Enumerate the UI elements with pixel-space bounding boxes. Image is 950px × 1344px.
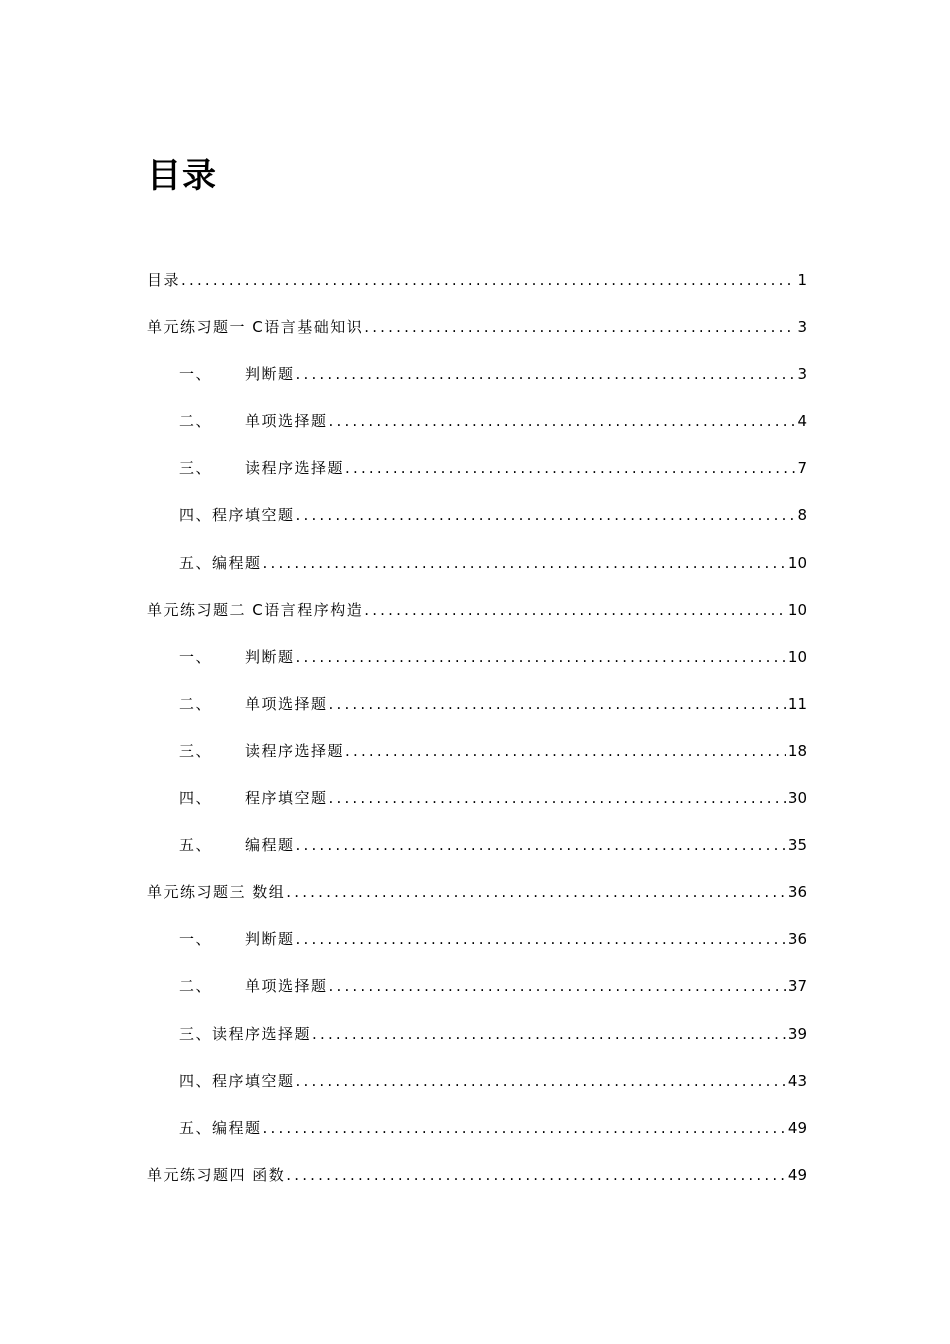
toc-dot-leader <box>181 262 795 298</box>
toc-entry-number: 一、 <box>179 647 213 666</box>
toc-page-number: 18 <box>787 741 807 760</box>
table-of-contents <box>147 262 807 1204</box>
toc-entry-number: 四、 <box>179 789 213 808</box>
toc-section-entry[interactable] <box>147 403 807 450</box>
toc-page-number: 36 <box>787 883 807 902</box>
toc-dot-leader <box>263 1110 786 1146</box>
toc-section-entry[interactable] <box>147 639 807 686</box>
toc-dot-leader <box>286 1157 786 1193</box>
toc-section-entry[interactable] <box>147 356 807 403</box>
toc-section-entry[interactable] <box>147 968 807 1015</box>
toc-entry-number: 三、 <box>179 1024 213 1043</box>
toc-page-number: 10 <box>787 553 807 572</box>
toc-page-number: 39 <box>787 1024 807 1043</box>
toc-section-entry[interactable] <box>147 450 807 497</box>
toc-dot-leader <box>329 686 786 722</box>
toc-entry-number: 一、 <box>179 365 213 384</box>
toc-page-number: 1 <box>797 271 807 289</box>
toc-entry-label: 读程序选择题 <box>245 459 345 478</box>
toc-page-number: 4 <box>797 412 807 431</box>
toc-section-entry[interactable] <box>147 686 807 733</box>
toc-entry-label: 判断题 <box>245 647 295 666</box>
toc-entry-label: 目录 <box>147 271 181 289</box>
toc-dot-leader <box>296 497 796 533</box>
toc-entry-number: 四、 <box>179 506 213 525</box>
toc-page-number: 36 <box>787 930 807 949</box>
toc-entry-label: 编程题 <box>212 553 262 572</box>
toc-dot-leader <box>329 968 786 1004</box>
toc-section-entry[interactable] <box>147 1016 807 1063</box>
toc-page-number: 11 <box>787 694 807 713</box>
toc-entry-label: 单项选择题 <box>245 977 328 996</box>
toc-section-entry[interactable] <box>147 497 807 544</box>
toc-chapter-entry[interactable] <box>147 592 807 639</box>
toc-page-number: 35 <box>787 836 807 855</box>
toc-entry-number: 三、 <box>179 459 213 478</box>
toc-dot-leader <box>312 1016 786 1052</box>
toc-entry-number: 五、 <box>179 836 213 855</box>
toc-entry-label: 编程题 <box>245 836 295 855</box>
toc-entry-label: 单元练习题一 C语言基础知识 <box>147 318 364 337</box>
toc-section-entry[interactable] <box>147 545 807 592</box>
toc-section-entry[interactable] <box>147 921 807 968</box>
toc-heading: 目录 <box>147 156 217 196</box>
toc-page-number: 3 <box>797 365 807 384</box>
toc-dot-leader <box>286 874 786 910</box>
toc-dot-leader <box>296 827 786 863</box>
toc-section-entry[interactable] <box>147 1110 807 1157</box>
toc-chapter-entry[interactable] <box>147 262 807 309</box>
toc-entry-label: 单项选择题 <box>245 694 328 713</box>
toc-entry-label: 读程序选择题 <box>212 1024 312 1043</box>
toc-chapter-entry[interactable] <box>147 309 807 356</box>
toc-dot-leader <box>329 780 786 816</box>
toc-entry-number: 二、 <box>179 694 213 713</box>
toc-dot-leader <box>345 450 795 486</box>
toc-page-number: 10 <box>787 600 807 619</box>
toc-entry-number: 五、 <box>179 553 213 572</box>
toc-dot-leader <box>263 545 786 581</box>
toc-entry-number: 三、 <box>179 741 213 760</box>
toc-dot-leader <box>329 403 796 439</box>
toc-entry-label: 程序填空题 <box>212 1071 295 1090</box>
toc-page-number: 30 <box>787 789 807 808</box>
toc-chapter-entry[interactable] <box>147 874 807 921</box>
toc-dot-leader <box>296 639 786 675</box>
toc-entry-label: 单元练习题二 C语言程序构造 <box>147 600 364 619</box>
toc-section-entry[interactable] <box>147 733 807 780</box>
toc-entry-label: 判断题 <box>245 365 295 384</box>
toc-section-entry[interactable] <box>147 780 807 827</box>
toc-page-number: 10 <box>787 647 807 666</box>
toc-page-number: 7 <box>797 459 807 478</box>
toc-dot-leader <box>364 309 795 345</box>
toc-entry-number: 一、 <box>179 930 213 949</box>
toc-dot-leader <box>345 733 786 769</box>
toc-dot-leader <box>296 1063 786 1099</box>
toc-page-number: 37 <box>787 977 807 996</box>
toc-page-number: 49 <box>787 1165 807 1184</box>
toc-entry-label: 单项选择题 <box>245 412 328 431</box>
toc-entry-label: 程序填空题 <box>212 506 295 525</box>
toc-page-number: 3 <box>797 318 807 337</box>
toc-page-number: 49 <box>787 1118 807 1137</box>
toc-entry-number: 二、 <box>179 977 213 996</box>
toc-entry-label: 单元练习题四 函数 <box>147 1165 286 1184</box>
toc-section-entry[interactable] <box>147 827 807 874</box>
toc-entry-label: 读程序选择题 <box>245 741 345 760</box>
toc-page-number: 43 <box>787 1071 807 1090</box>
toc-chapter-entry[interactable] <box>147 1157 807 1204</box>
toc-dot-leader <box>296 356 796 392</box>
toc-section-entry[interactable] <box>147 1063 807 1110</box>
toc-entry-label: 编程题 <box>212 1118 262 1137</box>
toc-dot-leader <box>364 592 786 628</box>
toc-page-number: 8 <box>797 506 807 525</box>
toc-entry-number: 二、 <box>179 412 213 431</box>
toc-entry-number: 五、 <box>179 1118 213 1137</box>
toc-entry-number: 四、 <box>179 1071 213 1090</box>
toc-dot-leader <box>296 921 786 957</box>
toc-entry-label: 程序填空题 <box>245 789 328 808</box>
toc-entry-label: 单元练习题三 数组 <box>147 883 286 902</box>
toc-entry-label: 判断题 <box>245 930 295 949</box>
